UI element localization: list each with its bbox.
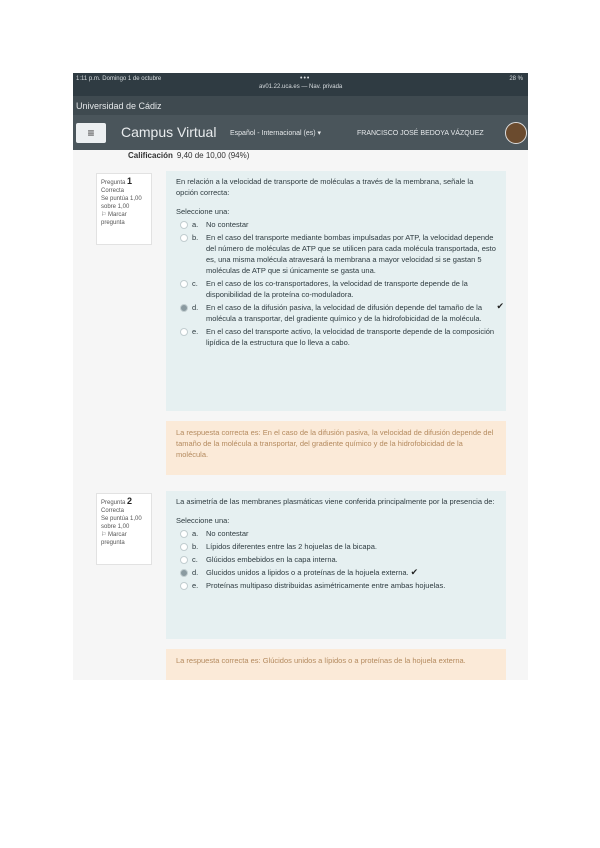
- grade-label: Calificación: [128, 151, 173, 160]
- radio-button[interactable]: [180, 543, 188, 551]
- answer-option-b[interactable]: b. En el caso del transporte mediante bombas impulsadas por ATP, la velocidad depende del número de moléculas de ATP que se utilicen para cada molécula transportada, esto es, una misma molécula atravesará la membrana a mayor velocidad si se gastan 5 moléculas de ATP que si únicamente se gasta una.: [176, 232, 496, 276]
- radio-button[interactable]: [180, 280, 188, 288]
- university-name[interactable]: Universidad de Cádiz: [76, 101, 162, 111]
- flag-question-link[interactable]: ⚐ Marcar pregunta: [101, 532, 127, 546]
- question-score: Se puntúa 1,00 sobre 1,00: [101, 196, 142, 210]
- device-status-bar: [73, 73, 528, 96]
- question-text: [166, 171, 506, 411]
- question-prompt: La asimetría de las membranes plasmáticas viene conferida principalmente por la presencia de:: [176, 497, 495, 506]
- answer-option-e[interactable]: e. En el caso del transporte activo, la velocidad de transporte depende de la composición lipídica de la estructura que lo lleva a cabo.: [176, 326, 496, 348]
- battery-indicator: 28 %: [509, 76, 523, 82]
- question-status: Correcta: [101, 508, 125, 514]
- correct-answer-feedback: La respuesta correcta es: En el caso de la difusión pasiva, la velocidad de difusión depende del tamaño de la molécula a transportar, del gradiente químico y de la hidrofobicidad de la molécula.: [166, 421, 506, 475]
- question-status: Correcta: [101, 188, 125, 194]
- grade-value: 9,40 de 10,00 (94%): [176, 151, 250, 160]
- question-info: [96, 493, 152, 565]
- browser-screenshot: [73, 73, 528, 680]
- question-prompt: En relación a la velocidad de transporte de moléculas a través de la membrana, señale la opción correcta:: [176, 177, 474, 197]
- select-label: Seleccione una:: [176, 207, 230, 216]
- hamburger-menu-button[interactable]: ≡: [76, 123, 106, 143]
- answer-option-a[interactable]: a. No contestar: [176, 219, 496, 230]
- quiz-review: [73, 150, 528, 680]
- radio-button-selected[interactable]: [180, 304, 188, 312]
- radio-button-selected[interactable]: [180, 569, 188, 577]
- status-time-date: 1:11 p.m. Domingo 1 de octubre: [76, 76, 162, 82]
- answer-option-d[interactable]: d. Glucidos unidos a lipidos o a proteínas de la hojuela externa. ✔: [176, 567, 496, 578]
- grade-summary: [128, 151, 249, 160]
- answer-option-e[interactable]: e. Proteínas multipaso distribuidas asimétricamente entre ambas hojuelas.: [176, 580, 496, 591]
- question-score: Se puntúa 1,00 sobre 1,00: [101, 516, 142, 530]
- correct-check-icon: ✔: [410, 567, 419, 577]
- language-menu[interactable]: Español - Internacional (es) ▾: [230, 130, 322, 137]
- answer-option-c[interactable]: c. Glúcidos embebidos en la capa interna.: [176, 554, 496, 565]
- answer-option-a[interactable]: a. No contestar: [176, 528, 496, 539]
- flag-icon: ⚐: [101, 532, 109, 538]
- radio-button[interactable]: [180, 530, 188, 538]
- flag-icon: ⚐: [101, 212, 109, 218]
- radio-button[interactable]: [180, 328, 188, 336]
- correct-check-icon: ✔: [496, 301, 504, 311]
- answer-option-d[interactable]: d. En el caso de la difusión pasiva, la velocidad de difusión depende del tamaño de la molécula a transportar, del gradiente químico y de la hidrofobicidad de la molécula. ✔: [176, 302, 496, 324]
- radio-button[interactable]: [180, 556, 188, 564]
- address-bar[interactable]: av01.22.uca.es — Nav. privada: [259, 84, 343, 90]
- university-bar: [73, 96, 528, 115]
- select-label: Seleccione una:: [176, 516, 230, 525]
- question-number: Pregunta 1: [101, 176, 133, 186]
- answer-option-c[interactable]: c. En el caso de los co-transportadores, la velocidad de transporte depende de la disponibilidad de la proteína co-moduladora.: [176, 278, 496, 300]
- question-info: [96, 173, 152, 245]
- flag-question-link[interactable]: ⚐ Marcar pregunta: [101, 212, 127, 226]
- radio-button[interactable]: [180, 234, 188, 242]
- user-name[interactable]: FRANCISCO JOSÉ BEDOYA VÁZQUEZ: [357, 130, 484, 137]
- more-dots-icon[interactable]: •••: [300, 75, 311, 82]
- top-navbar: [73, 115, 528, 150]
- correct-answer-feedback: La respuesta correcta es: Glúcidos unidos a lípidos o a proteínas de la hojuela externa.: [166, 649, 506, 680]
- radio-button[interactable]: [180, 221, 188, 229]
- question-text: [166, 491, 506, 639]
- radio-button[interactable]: [180, 582, 188, 590]
- site-title[interactable]: Campus Virtual: [121, 124, 217, 140]
- answer-option-b[interactable]: b. Lípidos diferentes entre las 2 hojuelas de la bicapa.: [176, 541, 496, 552]
- avatar[interactable]: [505, 122, 527, 144]
- question-number: Pregunta 2: [101, 496, 133, 506]
